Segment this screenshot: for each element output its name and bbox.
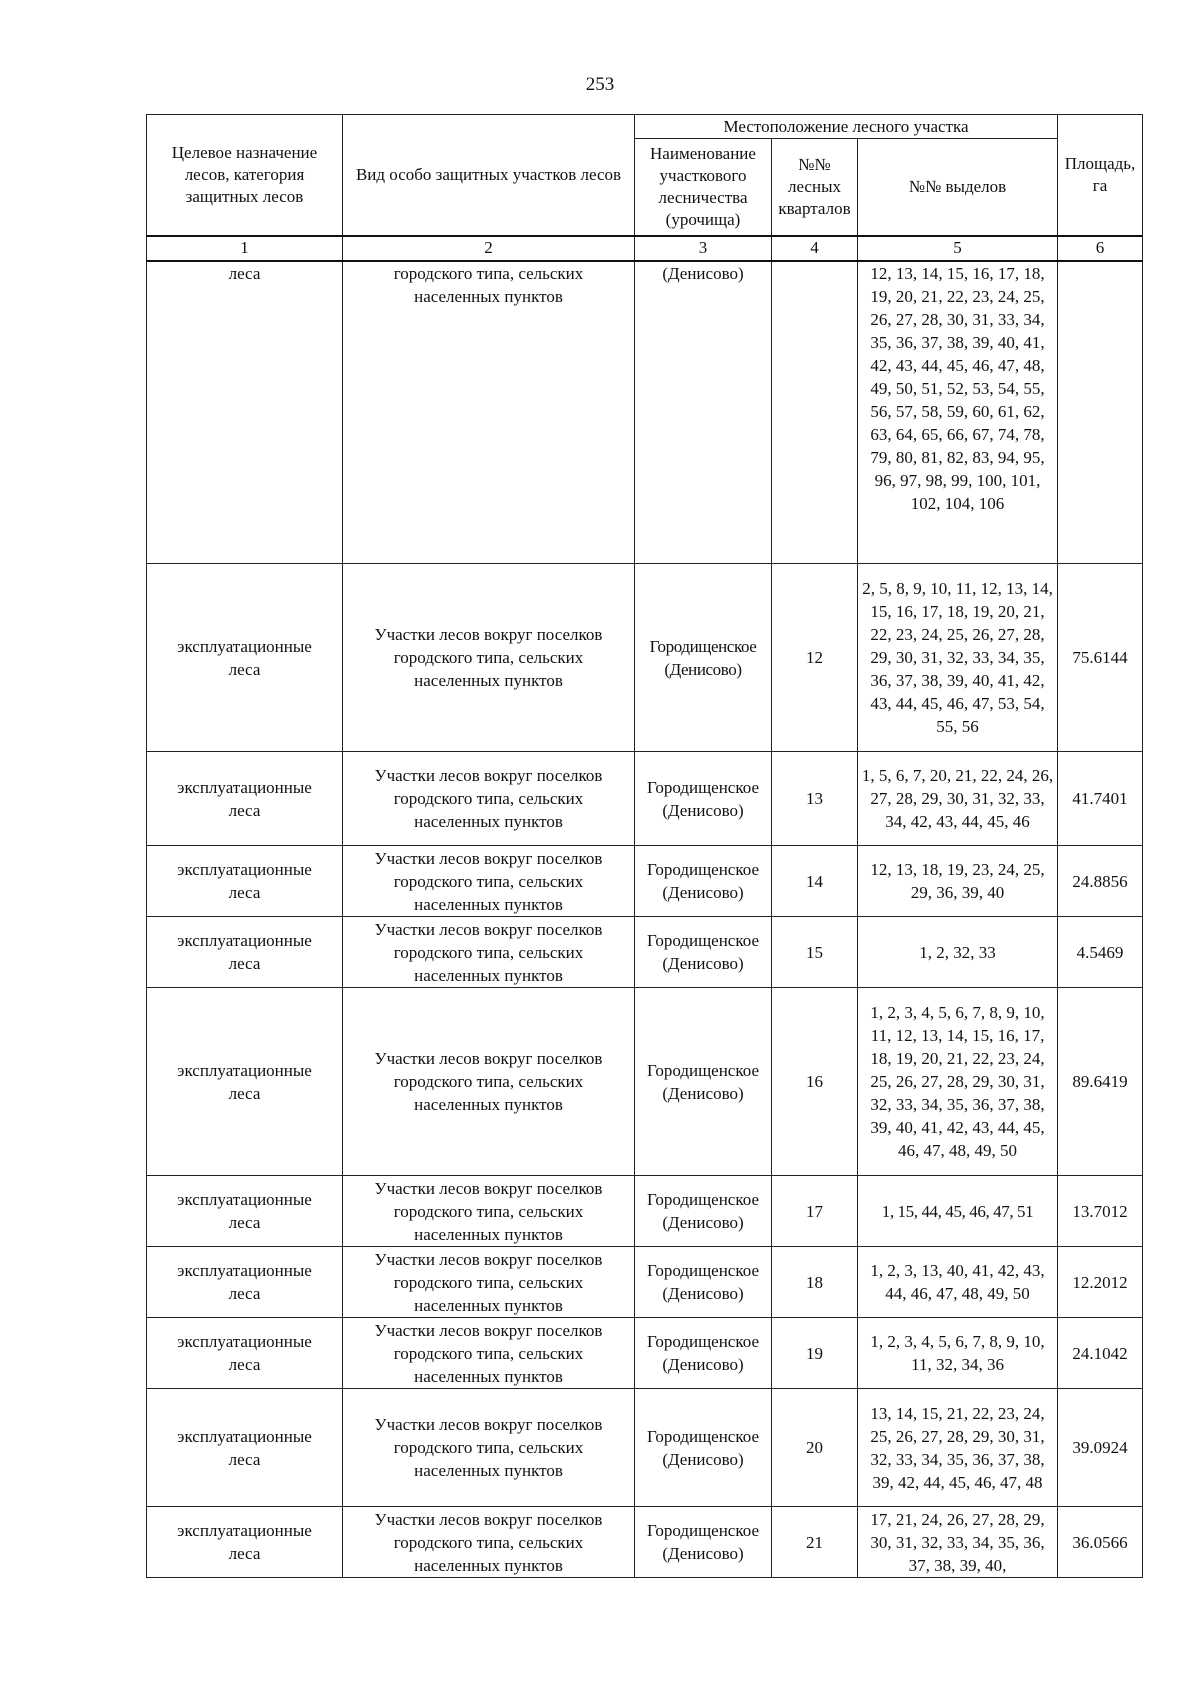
cell-forestry: Городищенское (Денисово) xyxy=(635,1318,772,1389)
cell-quarter: 16 xyxy=(772,988,858,1176)
cell-quarter: 17 xyxy=(772,1176,858,1247)
header-quarter-numbers: №№ лесных кварталов xyxy=(772,139,858,236)
cell-forestry: Городищенское (Денисово) xyxy=(635,752,772,846)
cell-forestry: Городищенское (Денисово) xyxy=(635,1389,772,1507)
column-number-row xyxy=(147,236,1143,261)
table-header xyxy=(147,115,1143,236)
cell-purpose: эксплуатационные леса xyxy=(147,752,343,846)
header-purpose: Целевое назначение лесов, категория защитных лесов xyxy=(147,115,343,236)
cell-quarter: 14 xyxy=(772,846,858,917)
cell-quarter: 12 xyxy=(772,564,858,752)
cell-plots: 2, 5, 8, 9, 10, 11, 12, 13, 14, 15, 16, 17, 18, 19, 20, 21, 22, 23, 24, 25, 26, 27, 28, 29, 30, 31, 32, 33, 34, 35, 36, 37, 38, 39, 40, 41, 42, 43, 44, 45, 46, 47, 53, 54, 55, 56 xyxy=(858,564,1058,752)
cell-area: 36.0566 xyxy=(1058,1507,1143,1578)
table-row xyxy=(147,1247,1143,1318)
cell-area: 75.6144 xyxy=(1058,564,1143,752)
cell-forestry: Городищенское (Денисово) xyxy=(635,846,772,917)
cell-purpose: эксплуатационные леса xyxy=(147,846,343,917)
column-number: 4 xyxy=(772,236,858,261)
cell-purpose: эксплуатационные леса xyxy=(147,1247,343,1318)
cell-purpose: эксплуатационные леса xyxy=(147,1389,343,1507)
cell-forestry: Городищенское (Денисово) xyxy=(635,1507,772,1578)
cell-purpose: эксплуатационные леса xyxy=(147,1318,343,1389)
header-area: Площадь, га xyxy=(1058,115,1143,236)
cell-plot-type: Участки лесов вокруг поселков городского типа, сельских населенных пунктов xyxy=(343,1176,635,1247)
cell-area: 39.0924 xyxy=(1058,1389,1143,1507)
cell-forestry: Городищенское (Денисово) xyxy=(635,1247,772,1318)
table-row xyxy=(147,1389,1143,1507)
table-row xyxy=(147,846,1143,917)
column-number: 2 xyxy=(343,236,635,261)
cell-plots: 1, 2, 3, 4, 5, 6, 7, 8, 9, 10, 11, 32, 34, 36 xyxy=(858,1318,1058,1389)
cell-plot-type: Участки лесов вокруг поселков городского типа, сельских населенных пунктов xyxy=(343,1389,635,1507)
cell-purpose: эксплуатационные леса xyxy=(147,988,343,1176)
cell-area xyxy=(1058,261,1143,564)
table-body xyxy=(147,236,1143,1578)
cell-plot-type: Участки лесов вокруг поселков городского типа, сельских населенных пунктов xyxy=(343,988,635,1176)
cell-forestry: Городищенское (Денисово) xyxy=(635,988,772,1176)
cell-area: 4.5469 xyxy=(1058,917,1143,988)
cell-quarter: 13 xyxy=(772,752,858,846)
cell-plot-type: Участки лесов вокруг поселков городского типа, сельских населенных пунктов xyxy=(343,1247,635,1318)
page-number: 253 xyxy=(585,74,615,95)
cell-plot-type: Участки лесов вокруг поселков городского типа, сельских населенных пунктов xyxy=(343,1507,635,1578)
cell-plots: 1, 15, 44, 45, 46, 47, 51 xyxy=(858,1176,1058,1247)
cell-purpose: эксплуатационные леса xyxy=(147,917,343,988)
cell-quarter xyxy=(772,261,858,564)
cell-forestry: (Денисово) xyxy=(635,261,772,564)
cell-plot-type: городского типа, сельских населенных пунктов xyxy=(343,261,635,564)
cell-purpose: эксплуатационные леса xyxy=(147,1507,343,1578)
cell-quarter: 18 xyxy=(772,1247,858,1318)
header-plot-type: Вид особо защитных участков лесов xyxy=(343,115,635,236)
cell-plots: 17, 21, 24, 26, 27, 28, 29, 30, 31, 32, 33, 34, 35, 36, 37, 38, 39, 40, xyxy=(858,1507,1058,1578)
column-number: 1 xyxy=(147,236,343,261)
cell-area: 24.1042 xyxy=(1058,1318,1143,1389)
cell-plot-type: Участки лесов вокруг поселков городского типа, сельских населенных пунктов xyxy=(343,752,635,846)
forest-plots-table xyxy=(146,114,1143,1578)
table-row xyxy=(147,1176,1143,1247)
cell-area: 13.7012 xyxy=(1058,1176,1143,1247)
cell-forestry: Городищенское (Денисово) xyxy=(635,564,772,752)
cell-plots: 13, 14, 15, 21, 22, 23, 24, 25, 26, 27, 28, 29, 30, 31, 32, 33, 34, 35, 36, 37, 38, 39, 42, 44, 45, 46, 47, 48 xyxy=(858,1389,1058,1507)
cell-plot-type: Участки лесов вокруг поселков городского типа, сельских населенных пунктов xyxy=(343,564,635,752)
table-row xyxy=(147,917,1143,988)
cell-quarter: 20 xyxy=(772,1389,858,1507)
cell-purpose: эксплуатационные леса xyxy=(147,564,343,752)
table-row xyxy=(147,1318,1143,1389)
header-location-group: Местоположение лесного участка xyxy=(635,115,1058,139)
cell-area: 89.6419 xyxy=(1058,988,1143,1176)
cell-plots: 1, 2, 3, 4, 5, 6, 7, 8, 9, 10, 11, 12, 13, 14, 15, 16, 17, 18, 19, 20, 21, 22, 23, 24, 25, 26, 27, 28, 29, 30, 31, 32, 33, 34, 35, 36, 37, 38, 39, 40, 41, 42, 43, 44, 45, 46, 47, 48, 49, 50 xyxy=(858,988,1058,1176)
cell-plot-type: Участки лесов вокруг поселков городского типа, сельских населенных пунктов xyxy=(343,846,635,917)
cell-purpose: леса xyxy=(147,261,343,564)
table-row xyxy=(147,752,1143,846)
cell-plots: 1, 2, 32, 33 xyxy=(858,917,1058,988)
cell-plots: 12, 13, 14, 15, 16, 17, 18, 19, 20, 21, 22, 23, 24, 25, 26, 27, 28, 30, 31, 33, 34, 35, 36, 37, 38, 39, 40, 41, 42, 43, 44, 45, 46, 47, 48, 49, 50, 51, 52, 53, 54, 55, 56, 57, 58, 59, 60, 61, 62, 63, 64, 65, 66, 67, 74, 78, 79, 80, 81, 82, 83, 94, 95, 96, 97, 98, 99, 100, 101, 102, 104, 106 xyxy=(858,261,1058,564)
table-row xyxy=(147,988,1143,1176)
cell-quarter: 21 xyxy=(772,1507,858,1578)
header-forestry: Наименование участкового лесничества (урочища) xyxy=(635,139,772,236)
cell-plots: 1, 5, 6, 7, 20, 21, 22, 24, 26, 27, 28, 29, 30, 31, 32, 33, 34, 42, 43, 44, 45, 46 xyxy=(858,752,1058,846)
cell-area: 12.2012 xyxy=(1058,1247,1143,1318)
table-row xyxy=(147,1507,1143,1578)
cell-area: 41.7401 xyxy=(1058,752,1143,846)
cell-plots: 12, 13, 18, 19, 23, 24, 25, 29, 36, 39, 40 xyxy=(858,846,1058,917)
cell-plot-type: Участки лесов вокруг поселков городского типа, сельских населенных пунктов xyxy=(343,917,635,988)
cell-plots: 1, 2, 3, 13, 40, 41, 42, 43, 44, 46, 47, 48, 49, 50 xyxy=(858,1247,1058,1318)
cell-forestry: Городищенское (Денисово) xyxy=(635,917,772,988)
column-number: 6 xyxy=(1058,236,1143,261)
table-row xyxy=(147,564,1143,752)
column-number: 5 xyxy=(858,236,1058,261)
cell-purpose: эксплуатационные леса xyxy=(147,1176,343,1247)
cell-area: 24.8856 xyxy=(1058,846,1143,917)
cell-plot-type: Участки лесов вокруг поселков городского типа, сельских населенных пунктов xyxy=(343,1318,635,1389)
cell-quarter: 19 xyxy=(772,1318,858,1389)
cell-quarter: 15 xyxy=(772,917,858,988)
table-row xyxy=(147,261,1143,564)
header-plot-numbers: №№ выделов xyxy=(858,139,1058,236)
cell-forestry: Городищенское (Денисово) xyxy=(635,1176,772,1247)
column-number: 3 xyxy=(635,236,772,261)
